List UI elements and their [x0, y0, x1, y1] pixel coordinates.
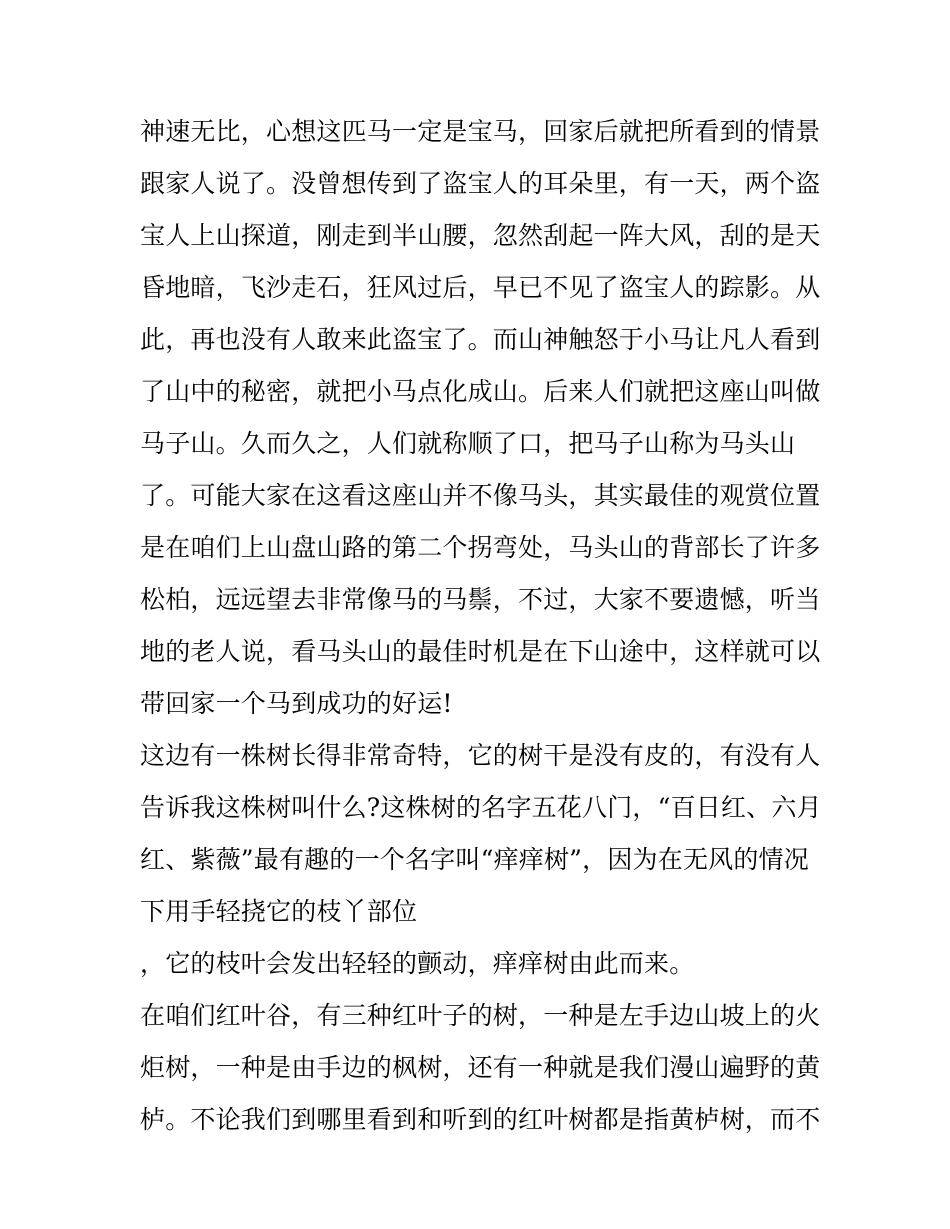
body-text	[140, 106, 830, 1146]
text-line-7: 马子山。久而久之，人们就称顺了口，把马子山称为马头山	[140, 429, 796, 458]
text-line-6: 了山中的秘密，就把小马点化成山。后来人们就把这座山叫做	[140, 377, 821, 406]
text-line-16: 下用手轻挠它的枝丫部位	[140, 897, 418, 926]
text-line-15: 红、紫薇”最有趣的一个名字叫“痒痒树”，因为在无风的情况	[140, 845, 809, 874]
text-line-2: 跟家人说了。没曾想传到了盗宝人的耳朵里，有一天，两个盗	[140, 169, 821, 198]
text-line-13: 这边有一株树长得非常奇特，它的树干是没有皮的，有没有人	[140, 741, 821, 770]
text-line-11: 地的老人说，看马头山的最佳时机是在下山途中，这样就可以	[140, 637, 821, 666]
text-line-1: 神速无比，心想这匹马一定是宝马，回家后就把所看到的情景	[140, 117, 821, 146]
text-line-10: 松柏，远远望去非常像马的马鬃，不过，大家不要遗憾，听当	[140, 585, 821, 614]
text-line-14: 告诉我这株树叫什么?这株树的名字五花八门，“百日红、六月	[140, 793, 822, 822]
text-line-18: 在咱们红叶谷，有三种红叶子的树，一种是左手边山坡上的火	[140, 1001, 821, 1030]
text-line-19: 炬树，一种是由手边的枫树，还有一种就是我们漫山遍野的黄	[140, 1053, 821, 1082]
text-line-3: 宝人上山探道，刚走到半山腰，忽然刮起一阵大风，刮的是天	[140, 221, 821, 250]
text-line-17: ，它的枝叶会发出轻轻的颤动，痒痒树由此而来。	[140, 949, 695, 978]
text-line-20: 栌。不论我们到哪里看到和听到的红叶树都是指黄栌树，而不	[140, 1105, 821, 1134]
text-line-5: 此，再也没有人敢来此盗宝了。而山神触怒于小马让凡人看到	[140, 325, 821, 354]
text-line-4: 昏地暗，飞沙走石，狂风过后，早已不见了盗宝人的踪影。从	[140, 273, 821, 302]
text-line-12: 带回家一个马到成功的好运!	[140, 689, 453, 718]
text-line-9: 是在咱们上山盘山路的第二个拐弯处，马头山的背部长了许多	[140, 533, 821, 562]
text-line-8: 了。可能大家在这看这座山并不像马头，其实最佳的观赏位置	[140, 481, 821, 510]
